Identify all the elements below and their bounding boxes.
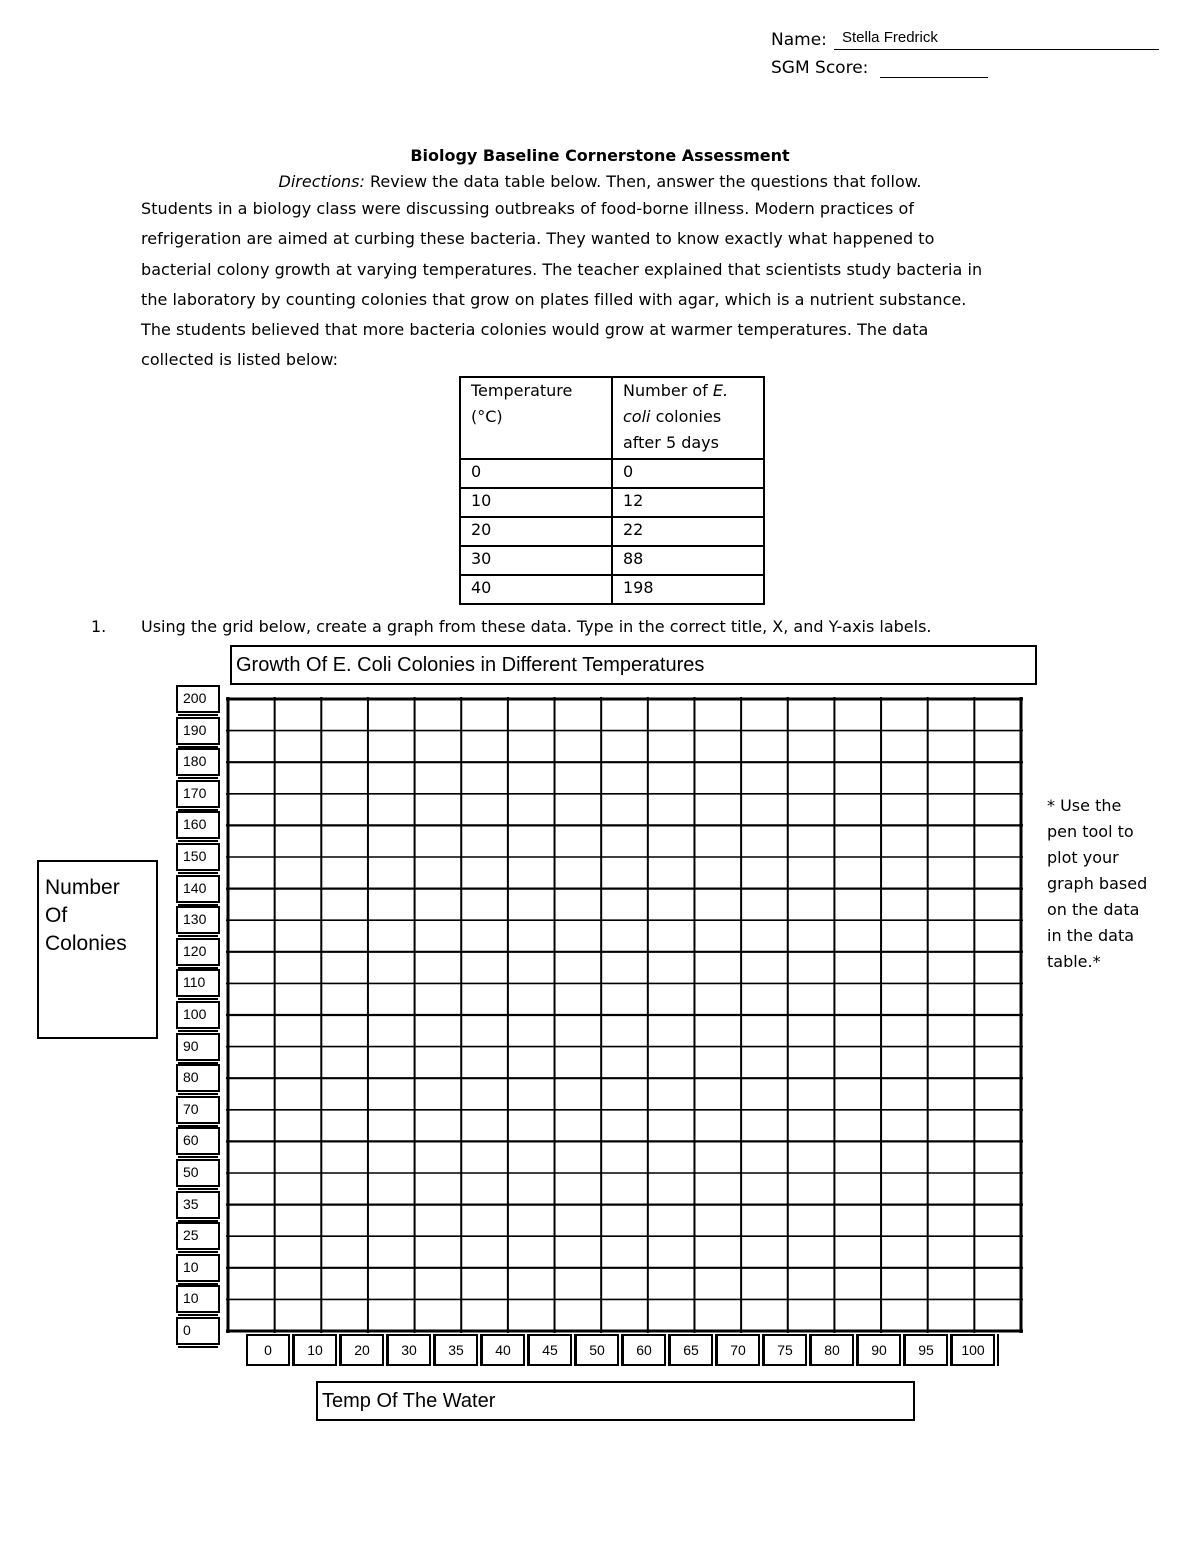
y-tick-label[interactable]: 120 [176, 938, 220, 966]
y-tick-label[interactable]: 0 [176, 1317, 220, 1345]
y-tick-label[interactable]: 110 [176, 969, 220, 997]
directions-text: Review the data table below. Then, answer the questions that follow. [364, 172, 922, 191]
x-tick-label[interactable]: 75 [763, 1334, 807, 1366]
name-value[interactable]: Stella Fredrick [842, 29, 938, 46]
header-text: (°C) [471, 407, 503, 426]
header-text-italic: E. [712, 381, 729, 400]
name-field-line[interactable] [834, 49, 1159, 50]
intro-line: collected is listed below: [141, 350, 339, 370]
graph-title[interactable]: Growth Of E. Coli Colonies in Different Temperatures [236, 654, 705, 676]
x-tick-label[interactable]: 80 [810, 1334, 854, 1366]
intro-line: refrigeration are aimed at curbing these bacteria. They wanted to know exactly what happened to [141, 229, 935, 249]
table-cell: 198 [612, 575, 764, 604]
y-tick-label[interactable]: 190 [176, 717, 220, 745]
header-text: after 5 days [623, 433, 719, 452]
y-tick-label[interactable]: 90 [176, 1033, 220, 1061]
table-cell: 12 [612, 488, 764, 517]
y-tick-label[interactable]: 160 [176, 811, 220, 839]
x-tick-label[interactable]: 50 [575, 1334, 619, 1366]
note-line: in the data [1047, 926, 1135, 945]
table-row [460, 459, 764, 488]
intro-line: bacterial colony growth at varying temperatures. The teacher explained that scientists study bacteria in [141, 259, 983, 279]
table-cell: 88 [612, 546, 764, 575]
y-tick-label[interactable]: 10 [176, 1254, 220, 1282]
x-tick-label[interactable]: 70 [716, 1334, 760, 1366]
y-tick-label[interactable]: 80 [176, 1064, 220, 1092]
x-tick-label[interactable]: 45 [528, 1334, 572, 1366]
y-tick-label[interactable]: 130 [176, 906, 220, 934]
y-tick-label[interactable]: 180 [176, 748, 220, 776]
header-text: colonies [650, 407, 722, 426]
table-row [460, 575, 764, 604]
directions [0, 172, 1200, 191]
y-tick-label[interactable]: 35 [176, 1191, 220, 1219]
x-tick-label[interactable]: 20 [340, 1334, 384, 1366]
table-cell: 0 [460, 459, 612, 488]
table-cell: 20 [460, 517, 612, 546]
intro-line: The students believed that more bacteria colonies would grow at warmer temperatures. The data [141, 320, 929, 340]
table-header-row [460, 377, 764, 459]
x-tick-label[interactable]: 10 [293, 1334, 337, 1366]
y-tick-label[interactable]: 25 [176, 1222, 220, 1250]
header-text: Number of [623, 381, 713, 400]
header-text [623, 378, 753, 404]
y-tick-label[interactable]: 100 [176, 1001, 220, 1029]
y-axis-label-line: Of [45, 904, 68, 927]
table-cell: 0 [612, 459, 764, 488]
table-cell: 22 [612, 517, 764, 546]
table-cell: 30 [460, 546, 612, 575]
graph-grid[interactable] [226, 697, 1023, 1333]
note-line: * Use the [1047, 796, 1122, 815]
x-axis-label[interactable]: Temp Of The Water [322, 1390, 496, 1412]
y-tick-label[interactable]: 140 [176, 875, 220, 903]
x-tick-label[interactable]: 90 [857, 1334, 901, 1366]
y-tick-label[interactable]: 70 [176, 1096, 220, 1124]
x-tick-label[interactable]: 35 [434, 1334, 478, 1366]
x-tick-label[interactable]: 0 [246, 1334, 290, 1366]
y-tick-label[interactable]: 60 [176, 1127, 220, 1155]
note-line: graph based [1047, 874, 1148, 893]
name-label: Name: [771, 30, 827, 50]
x-tick-label[interactable]: 95 [904, 1334, 948, 1366]
note-line: plot your [1047, 848, 1119, 867]
directions-label: Directions: [278, 172, 365, 191]
header-text [623, 404, 753, 430]
data-table [459, 376, 765, 605]
y-tick-label[interactable]: 10 [176, 1285, 220, 1313]
y-tick-label[interactable]: 200 [176, 685, 220, 713]
x-tick-label[interactable]: 100 [951, 1334, 995, 1366]
note-line: pen tool to [1047, 822, 1134, 841]
pen-tool-note [1047, 793, 1177, 975]
table-row [460, 517, 764, 546]
y-tick-label[interactable]: 170 [176, 780, 220, 808]
intro-line: the laboratory by counting colonies that grow on plates filled with agar, which is a nutrient substance. [141, 289, 967, 309]
question-number: 1. [91, 617, 107, 636]
y-tick-label[interactable]: 50 [176, 1159, 220, 1187]
y-tick-label[interactable]: 150 [176, 843, 220, 871]
note-line: table.* [1047, 952, 1101, 971]
table-header-colonies [612, 377, 764, 459]
table-cell: 40 [460, 575, 612, 604]
x-tick-label[interactable]: 40 [481, 1334, 525, 1366]
sgm-score-label: SGM Score: [771, 58, 869, 78]
header-text: Temperature [471, 381, 573, 400]
header-text-italic: coli [623, 407, 651, 426]
table-row [460, 488, 764, 517]
y-axis-label-line: Number [45, 876, 120, 899]
table-cell: 10 [460, 488, 612, 517]
x-tick-label[interactable]: 65 [669, 1334, 713, 1366]
intro-line: Students in a biology class were discussing outbreaks of food-borne illness. Modern practices of [141, 199, 915, 218]
y-axis-label[interactable] [45, 874, 150, 958]
question-text: Using the grid below, create a graph from these data. Type in the correct title, X, and Y-axis labels. [141, 617, 932, 636]
y-axis-label-line: Colonies [45, 932, 127, 955]
page-title: Biology Baseline Cornerstone Assessment [410, 146, 790, 165]
x-tick-label[interactable]: 30 [387, 1334, 431, 1366]
sgm-score-field-line[interactable] [880, 77, 988, 78]
table-header-temperature [460, 377, 612, 459]
note-line: on the data [1047, 900, 1140, 919]
x-tick-label[interactable]: 60 [622, 1334, 666, 1366]
intro-paragraph [141, 194, 1051, 376]
table-row [460, 546, 764, 575]
